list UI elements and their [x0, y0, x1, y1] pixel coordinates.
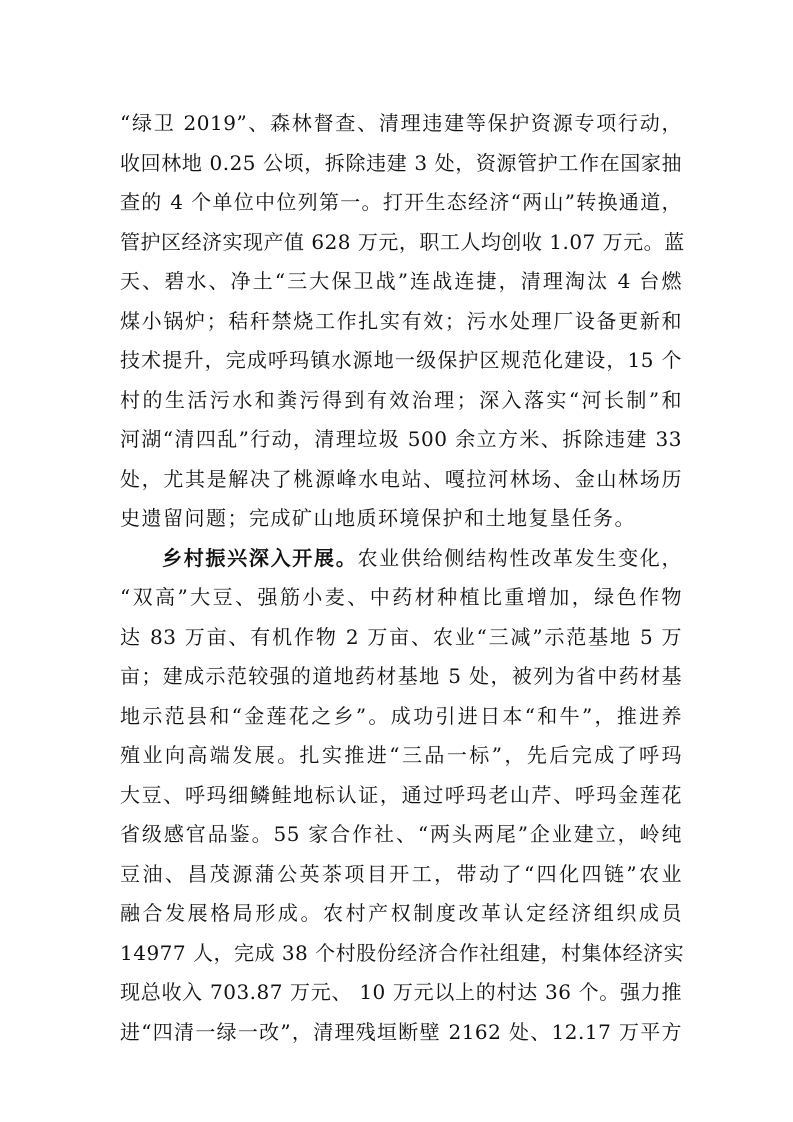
text-line: “绿卫 2019”、森林督查、清理违建等保护资源专项行动，	[120, 111, 682, 135]
paragraph-ecology	[120, 104, 685, 539]
text-line: 村的生活污水和粪污得到有效治理；深入落实“河长制”和	[120, 387, 682, 412]
text-line: 河湖“清四乱”行动，清理垃圾 500 余立方米、拆除违建 33	[120, 427, 682, 451]
paragraph-heading: 乡村振兴深入开展。	[162, 545, 358, 570]
text-line: 现总收入 703.87 万元、 10 万元以上的村达 36 个。强力推	[120, 980, 682, 1004]
text-line: 处，尤其是解决了桃源峰水电站、嘎拉河林场、金山林场历	[120, 466, 682, 491]
text-line: 查的 4 个单位中位列第一。打开生态经济“两山”转换通道，	[120, 190, 682, 214]
text-line: 收回林地 0.25 公顷，拆除违建 3 处，资源管护工作在国家抽	[120, 150, 682, 175]
text-span: 农业供给侧结构性改革发生变化，	[357, 545, 683, 570]
text-line	[120, 539, 682, 579]
text-line: 大豆、呼玛细鳞鲑地标认证，通过呼玛老山芹、呼玛金莲花	[120, 782, 682, 807]
text-line: 殖业向高端发展。扎实推进“三品一标”，先后完成了呼玛	[120, 743, 682, 767]
text-line: 天、碧水、净土“三大保卫战”连战连捷，清理淘汰 4 台燃	[120, 269, 682, 293]
text-line: 达 83 万亩、有机作物 2 万亩、农业“三减”示范基地 5 万	[120, 624, 682, 649]
text-line: 豆油、昌茂源蒲公英茶项目开工，带动了“四化四链”农业	[120, 861, 682, 886]
text-line: 地示范县和“金莲花之乡”。成功引进日本“和牛”，推进养	[120, 703, 682, 728]
body-text	[120, 104, 685, 1052]
text-line: “双高”大豆、强筋小麦、中药材种植比重增加，绿色作物	[120, 585, 682, 609]
text-line: 史遗留问题；完成矿山地质环境保护和土地复垦任务。	[120, 506, 636, 530]
text-line: 管护区经济实现产值 628 万元，职工人均创收 1.07 万元。蓝	[120, 229, 685, 254]
paragraph-rural-revitalization	[120, 539, 685, 1053]
text-line: 煤小锅炉；秸秆禁烧工作扎实有效；污水处理厂设备更新和	[120, 308, 682, 333]
text-line: 融合发展格局形成。农村产权制度改革认定经济组织成员	[120, 901, 682, 925]
text-line: 技术提升，完成呼玛镇水源地一级保护区规范化建设，15 个	[120, 348, 682, 372]
text-line: 省级感官品鉴。55 家合作社、“两头两尾”企业建立，岭纯	[120, 822, 682, 846]
text-line: 进“四清一绿一改”，清理残垣断壁 2162 处、12.17 万平方	[120, 1019, 682, 1044]
text-line: 亩；建成示范较强的道地药材基地 5 处，被列为省中药材基	[120, 664, 682, 688]
text-line: 14977 人，完成 38 个村股份经济合作社组建，村集体经济实	[120, 940, 685, 965]
